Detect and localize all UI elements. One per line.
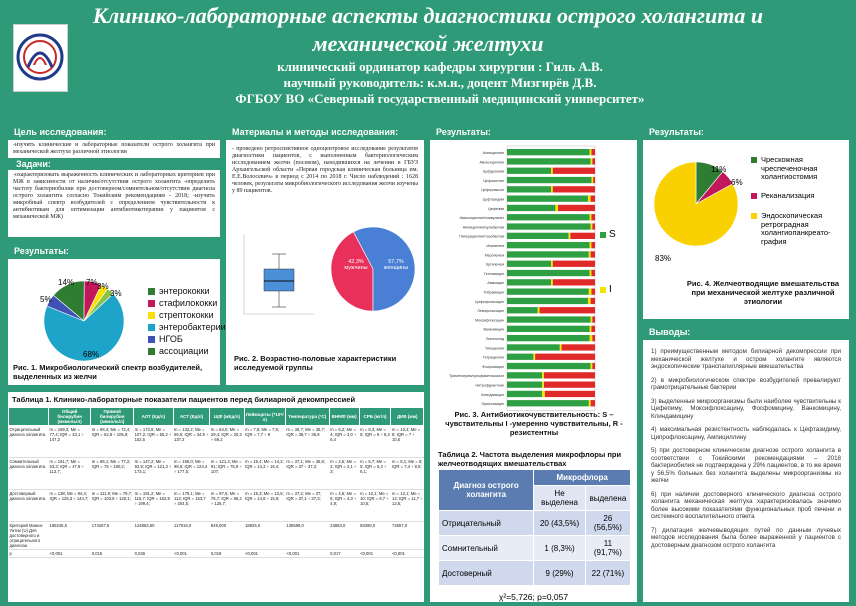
legend-s xyxy=(600,229,616,240)
t1-col-header: Прямой билирубин (мкмоль/л) xyxy=(91,408,134,426)
bar-label: Пиперациллин/тазобактам xyxy=(459,234,504,239)
bar-i xyxy=(591,158,593,164)
title-line-1: Клинико-лабораторные аспекты диагностики острого холангита и xyxy=(92,3,764,28)
bar-s xyxy=(507,372,542,378)
bar-s xyxy=(507,242,590,248)
t1-cell: m = 10,4; Me = 8; IQR = 7 ÷ 10,5 xyxy=(391,426,424,458)
tasks-heading: Задачи: xyxy=(8,158,220,170)
title-line-2: механической желтухи xyxy=(312,31,544,56)
chi-square: χ²=5,726; p=0,057 xyxy=(498,592,569,602)
bar-r xyxy=(591,270,595,276)
t1-cell: m = 189,3; Me = 77,4; IQR = 43,1 ÷ 147,2 xyxy=(49,426,91,458)
bar-s xyxy=(507,279,551,285)
bar-s xyxy=(507,149,590,155)
bar-i xyxy=(590,326,592,332)
legend-item xyxy=(148,285,226,297)
t1-col-header: Температура (°С) xyxy=(285,408,329,426)
conclusion-item: 1) преимущественным методом билиарной декомпрессии при механической желтухе и остром холангите являются эндоскопические транспапиллярные вмешательства xyxy=(651,348,841,370)
bar-r xyxy=(592,316,595,322)
table-row xyxy=(439,511,631,536)
fig4-caption: Рис. 4. Желчеотводящие вмешательства при механической желтухе различной этиологии xyxy=(686,279,840,306)
bar-i xyxy=(588,196,591,202)
bar-s xyxy=(507,289,589,295)
t2-cell-b: 26 (56,5%) xyxy=(585,511,630,536)
t1-cell: <0,001 xyxy=(285,550,329,558)
fig1-caption: Рис. 1. Микробиологический спектр возбудителей, выделенных из желчи xyxy=(13,363,203,381)
legend-item xyxy=(148,321,226,333)
conclusion-item: 2) в микробиологическом спектре возбудителей превалируют грамотрицательные бактерии xyxy=(651,376,841,391)
bar-label: Левофлоксацин xyxy=(477,309,504,314)
table2-caption: Таблица 2. Частота выделения микрофлоры при желчеотводящих вмешательствах xyxy=(438,450,622,468)
bar-label: Моксифлоксацин xyxy=(475,318,504,323)
bar-s xyxy=(507,326,590,332)
bar-r xyxy=(591,326,595,332)
legend-item xyxy=(148,345,226,357)
bar-r xyxy=(553,186,595,192)
t2-cell-name: Отрицательный xyxy=(439,511,534,536)
legend-s-label: S xyxy=(609,229,616,240)
table-row xyxy=(9,426,424,458)
bar-label: Амоксициллин xyxy=(479,160,504,165)
bar-s xyxy=(507,270,590,276)
pie3-label-83: 83% xyxy=(655,254,672,263)
methods-text: - проведено ретроспективное одноцентровое исследование результатов диагностики пациентов, с выполненным бактериологическим исследованием желчи (посевом), находившихся на лечении в ГБУЗ Архангельской области «Первая городская клиническая больница им. Е.Е.Волосевич» в период с 2014 по 2018 г. Число наблюдений : 1628 человек, результаты микробиологического исследования желчи изучены у 89 пациентов. xyxy=(232,146,418,194)
bar-i xyxy=(533,354,535,360)
t1-cell: m = 147,2; Me = 92,9; IQR = 121,3 ÷ 173,1; xyxy=(134,458,173,490)
bar-s xyxy=(507,363,591,369)
table1-caption: Таблица 1. Клинико-лабораторные показатели пациентов перед билиарной декомпрессией xyxy=(12,395,356,404)
bar-i xyxy=(589,289,592,295)
advisor-line: научный руководитель: к.м.н., доцент Мизгирёв Д.В. xyxy=(283,75,597,90)
bar-s xyxy=(507,354,533,360)
legend-swatch xyxy=(751,193,757,199)
bar-s xyxy=(507,158,591,164)
institution-line: ФГБОУ ВО «Северный государственный медицинский университет» xyxy=(235,91,645,106)
bar-label: Тобрамицин xyxy=(483,290,504,295)
t1-cell: 0,017 xyxy=(329,550,359,558)
legend-swatch xyxy=(148,336,155,343)
bar-s xyxy=(507,261,551,267)
bar-i xyxy=(551,261,553,267)
bar-i xyxy=(560,344,562,350)
bar-i xyxy=(591,316,593,322)
bar-s xyxy=(507,307,538,313)
t2-cell-b: 22 (71%) xyxy=(585,561,630,586)
t1-row-name: Достоверный диагноз холангита xyxy=(9,490,49,522)
t1-cell: m = 15,4; Me = 14,2; IQR = 14,3 ÷ 16,4; xyxy=(244,458,285,490)
university-logo xyxy=(13,24,68,92)
bar-i xyxy=(590,242,592,248)
bar-label: Цефепим xyxy=(487,206,504,211)
bar-s xyxy=(507,391,542,397)
legend-item xyxy=(148,309,226,321)
table-row xyxy=(439,561,631,586)
t1-cell: 23893,0 xyxy=(329,522,359,550)
t1-cell: 18925,0 xyxy=(244,522,285,550)
t1-cell: m = 8,1; Me = 8; IQR = 7,4 ÷ 8,8; xyxy=(391,458,424,490)
t1-row-name: р xyxy=(9,550,49,558)
bar-r xyxy=(592,335,595,341)
t1-row-name: Отрицательный диагноз холангита xyxy=(9,426,49,458)
antibiotic-bar-chart xyxy=(432,144,635,414)
t1-row-name: Сомнительный диагноз холангита xyxy=(9,458,49,490)
legend-swatch xyxy=(751,213,757,219)
table-row xyxy=(9,490,424,522)
bar-i xyxy=(589,251,591,257)
pie3-label-6: 6% xyxy=(731,178,743,187)
legend-label: энтеробактерии xyxy=(159,322,226,332)
table-row xyxy=(9,550,424,558)
goal-panel xyxy=(8,124,220,237)
bar-i xyxy=(590,214,592,220)
author-line: клинический ординатор кафедры хирургии : Гиль А.В. xyxy=(277,59,603,74)
pie1-label-3b: 3% xyxy=(110,289,122,298)
conclusion-item: 5) при достоверном клиническом диагнозе острого холангита в соответствии с Токийскими рекомендациями – 2018 бактериобилия не подтверждена у 29% пациентов, в то же время у 56,5% больных без холангита выделены микроорганизмы из желчи xyxy=(651,447,841,484)
t2-cell-a: 20 (43,5%) xyxy=(534,511,585,536)
bar-r xyxy=(558,205,595,211)
tasks-text: -охарактеризовать выраженность клинических и лабораторных критериев при МЖ в зависимости от наличия/отсутствия острого холангита -определить частоту бактериобилии при достоверном/сомнительном/отсутствии диагноза острого холангита согласно Токийским рекомендациям - 2018; -изучить микробный спектр возбудителей с определением чувствительности к антибиотикам для оптимизации антибиотикотерапии у пациентов с механической МЖ) xyxy=(13,172,215,220)
t1-col-header: СРБ (мг/л) xyxy=(359,408,391,426)
fig2-caption: Рис. 2. Возрастно-половые характеристики исследуемой группы xyxy=(234,354,397,372)
t1-col-header: АЛТ (Ед/л) xyxy=(134,408,173,426)
t1-cell: m = 98,4; Me = 72,4; IQR = 62,8 ÷ 105,9; xyxy=(91,426,134,458)
bar-r xyxy=(592,223,595,229)
t1-cell: m = 121,4; Me = 91; IQR = 75,9 ÷ 107; xyxy=(210,458,244,490)
bar-i xyxy=(551,168,553,174)
bar-label: Ванкомицин xyxy=(483,327,504,332)
goal-text: -изучить клинические и лабораторные показатели острого холангита при механической желтухе различной этиологии xyxy=(13,142,215,155)
goal-heading: Цель исследования: xyxy=(8,124,220,140)
t1-cell: m = 37,1; Me = 36,8; IQR = 37 ÷ 37,2; xyxy=(285,458,329,490)
t1-cell: m = 191,2; Me = 115,7; IQR = 162,9 ÷ 199,4; xyxy=(134,490,173,522)
age-boxplot xyxy=(234,229,319,324)
t1-col-header: ДИВ (мм) xyxy=(391,408,424,426)
bar-s xyxy=(507,382,542,388)
bar-label: Амоксициллин/клавуланат xyxy=(459,216,504,221)
bar-i xyxy=(569,233,571,239)
legend-i-swatch xyxy=(600,287,606,293)
legend-item xyxy=(148,297,226,309)
legend-label: стрептококки xyxy=(159,310,214,320)
t2-cell-b: 11 (91,7%) xyxy=(585,536,630,561)
t1-cell: 849,000 xyxy=(210,522,244,550)
t1-cell: 174267,5 xyxy=(91,522,134,550)
t1-cell: <0,001 xyxy=(49,550,91,558)
bar-r xyxy=(592,363,595,369)
bar-label: Триметоприм/сульфаметоксазол xyxy=(449,374,504,379)
t1-cell: <0,001 xyxy=(173,550,210,558)
bar-s xyxy=(507,316,591,322)
legend-label: Эндоскопическая ретроградная холангиопанкреато-графия xyxy=(761,211,831,246)
bar-s xyxy=(507,177,591,183)
bar-i xyxy=(542,382,544,388)
pie1-label-7: 7% xyxy=(86,278,98,287)
pie3-label-11: 11% xyxy=(711,165,727,174)
table1-panel xyxy=(8,392,424,602)
bar-i xyxy=(590,270,592,276)
conclusions-panel xyxy=(643,324,849,602)
t2-cell-name: Сомнительный xyxy=(439,536,534,561)
table-row xyxy=(9,458,424,490)
bar-label: Ципрофлоксацин xyxy=(474,299,504,304)
bar-r xyxy=(562,344,595,350)
conclusions-heading: Выводы: xyxy=(643,324,849,340)
legend-item xyxy=(751,156,846,182)
intervention-pie-chart xyxy=(651,159,741,249)
bar-r xyxy=(540,307,595,313)
bar-i xyxy=(555,205,558,211)
lab-table xyxy=(8,407,424,558)
t1-col-header: Лейкоциты (*10⁹/л) xyxy=(244,408,285,426)
bar-label: Гентамицин xyxy=(484,271,504,276)
microflora-table xyxy=(438,469,631,586)
bar-s xyxy=(507,251,589,257)
legend-swatch xyxy=(148,324,155,331)
bar-i xyxy=(538,307,540,313)
legend-label: Чрескожная чреспеченочная холангиостомия xyxy=(761,155,818,181)
bar-i xyxy=(589,400,591,406)
legend-swatch xyxy=(148,348,155,355)
t1-cell: m = 97,5; Me = 76,7; IQR = 66,2 ÷ 126,7; xyxy=(210,490,244,522)
legend-swatch xyxy=(148,288,155,295)
bar-r xyxy=(544,382,595,388)
t1-cell: 0,015 xyxy=(91,550,134,558)
bar-r xyxy=(591,298,595,304)
sex-pie-label-female: 57,7% женщины xyxy=(383,259,409,271)
t1-cell: 117918,0 xyxy=(173,522,210,550)
results-mid-panel xyxy=(430,124,637,602)
t1-col-header: АСТ (Ед/л) xyxy=(173,408,210,426)
t1-cell: m = 8,3; Me = 8; IQR = 6 ÷ 8,3 xyxy=(359,426,391,458)
legend-swatch xyxy=(148,300,155,307)
t2-sub-yes: выделена xyxy=(585,486,630,511)
conclusion-item: 6) при наличии достоверного клинического диагноза острого холангита механическая желтуха характеризовалась значимо более высокими показателями функциональных проб печени и системного воспалительного ответа xyxy=(651,490,841,520)
t1-row-name: Критерий Манна-Уитни (U) Для достоверного и отрицательного диагноза xyxy=(9,522,49,550)
bar-label: Цефуроксим xyxy=(482,169,504,174)
bar-s xyxy=(507,298,588,304)
conclusion-item: 3) выделенные микроорганизмы были наиболее чувствительны к Цефепиму, Моксифлоксацину, Фосфомицину, Ванкомицину, Клиндамицину xyxy=(651,397,841,420)
legend-label: Реканализация xyxy=(761,190,815,200)
legend-label: энтерококки xyxy=(159,286,210,296)
t2-sub-not: Не выделена xyxy=(534,486,585,511)
bar-i xyxy=(542,372,544,378)
table-row xyxy=(9,522,424,550)
bar-s xyxy=(507,223,591,229)
bar-s xyxy=(507,186,551,192)
t1-cell: 0,026 xyxy=(134,550,173,558)
bar-i xyxy=(591,177,593,183)
t1-cell: m = 64,0; Me = 29,4; IQR = 20,3 ÷ 69,2 xyxy=(210,426,244,458)
bar-r xyxy=(545,391,595,397)
t2-col-diagnosis: Диагноз острого холангита xyxy=(439,470,534,511)
bar-s xyxy=(507,168,551,174)
t1-cell: m = 159,0; Me = 98,5; IQR = 123,4 ÷ 177,5; xyxy=(173,458,210,490)
t1-col-header xyxy=(9,408,49,426)
legend-item xyxy=(751,192,846,201)
legend-label: стафилококки xyxy=(159,298,218,308)
bar-s xyxy=(507,205,555,211)
bar-label: Клиндамицин xyxy=(481,392,504,397)
legend-label: ассоциации xyxy=(159,346,209,356)
t1-cell: m = 12,1; Me = 12; IQR = 11,7 ÷ 12,5; xyxy=(391,490,424,522)
bar-s xyxy=(507,335,590,341)
t2-cell-a: 1 (8,3%) xyxy=(534,536,585,561)
bar-r xyxy=(544,372,595,378)
t1-cell: m = 6,2; Me = 4; IQR = 3,0 ÷ 6,4 xyxy=(329,426,359,458)
bar-label: Линезолид xyxy=(486,337,504,341)
t1-cell: 124863,50 xyxy=(134,522,173,550)
t1-col-header: Общий билирубин (мкмоль/л) xyxy=(49,408,91,426)
bar-label: Нитрофурантоин xyxy=(475,383,504,388)
t1-cell: m = 86,1; Me = 77,2; IQR = 75 ÷ 180,2; xyxy=(91,458,134,490)
bar-label: Фосфомицин xyxy=(481,364,504,369)
t1-cell: m = 179,1; Me = 113; IQR = 153,7 ÷ 204,5; xyxy=(173,490,210,522)
t1-cell: m = 5,7; Me = 5; IQR = 5,3 ÷ 6,1; xyxy=(359,458,391,490)
results-right-panel xyxy=(643,124,849,319)
bar-r xyxy=(591,214,595,220)
bar-r xyxy=(591,149,595,155)
t1-cell: <0,001 xyxy=(244,550,285,558)
t1-cell: 83390,0 xyxy=(359,522,391,550)
conclusions-list xyxy=(643,340,849,549)
bar-i xyxy=(591,223,593,229)
bar-r xyxy=(553,168,595,174)
bar-r xyxy=(570,233,595,239)
bar-i xyxy=(591,363,593,369)
methods-panel xyxy=(226,124,424,385)
bar-r xyxy=(592,158,595,164)
t1-cell: 72657,0 xyxy=(391,522,424,550)
bar-i xyxy=(590,149,592,155)
results-right-heading: Результаты: xyxy=(643,124,849,140)
bar-label: Эритромицин xyxy=(481,402,504,407)
bar-s xyxy=(507,344,560,350)
bar-s xyxy=(507,196,588,202)
legend-item xyxy=(148,333,226,345)
pie1-label-3a: 3% xyxy=(97,282,109,291)
t1-cell: m = 36,7; Me = 36,7; IQR = 36,7 ÷ 36,8 xyxy=(285,426,329,458)
legend-swatch xyxy=(148,312,155,319)
bar-label: Цефтазидим xyxy=(482,197,504,202)
pie1-label-68: 68% xyxy=(83,350,100,359)
chart-frame xyxy=(507,146,595,410)
bar-label: Ампициллин xyxy=(482,151,504,155)
t1-cell: m = 173,6; Me = 107,2; IQR = 55,2 ÷ 152,5 xyxy=(134,426,173,458)
logo-emblem-icon xyxy=(14,25,67,91)
t1-cell: m = 161,7; Me = 63,3; IQR = 47,8 ÷ 113,7; xyxy=(49,458,91,490)
bar-r xyxy=(553,279,595,285)
bar-r xyxy=(591,196,595,202)
bar-r xyxy=(591,251,595,257)
intervention-legend xyxy=(751,156,846,258)
bar-i xyxy=(551,279,553,285)
legend-s-swatch xyxy=(600,232,606,238)
t1-cell: <0,001 xyxy=(359,550,391,558)
sex-pie-label-male: 42,3% мужчины xyxy=(344,259,368,271)
t1-col-header: ВНМФ (мм) xyxy=(329,408,359,426)
table2-wrap xyxy=(438,469,631,586)
t1-cell: m = 37,2; Me = 37; IQR = 37,1 ÷ 37,3; xyxy=(285,490,329,522)
bar-r xyxy=(593,177,595,183)
bar-i xyxy=(588,298,591,304)
t1-cell: 189245,5 xyxy=(49,522,91,550)
t1-cell: m = 15,3; Me = 13,5; IQR = 14,8 ÷ 15,9; xyxy=(244,490,285,522)
methods-heading: Материалы и методы исследования: xyxy=(226,124,424,140)
bar-label: Тетрациклин xyxy=(482,355,504,360)
bar-i xyxy=(551,186,553,192)
bar-label: Цефокситин xyxy=(483,178,504,183)
t1-cell: <0,001 xyxy=(391,550,424,558)
results-left-panel xyxy=(8,243,226,385)
bar-r xyxy=(553,261,595,267)
results-mid-heading: Результаты: xyxy=(430,124,637,140)
conclusion-item: 7) дилатация желчевыводящих путей по данным лучевых методов исследования была более выраженной у пациентов с достоверным диагнозом острого холангита xyxy=(651,526,841,549)
bar-i xyxy=(590,335,593,341)
t1-cell: m = 7,8; Me = 7,9; IQR = 7,7 ÷ 8 xyxy=(244,426,285,458)
t2-col-microflora: Микрофлора xyxy=(534,470,631,486)
pie1-label-5: 5% xyxy=(40,295,52,304)
bar-r xyxy=(535,354,595,360)
bar-label: Имипенем xyxy=(486,244,504,248)
legend-label: НГОБ xyxy=(159,334,183,344)
bar-i xyxy=(542,391,545,397)
bar-r xyxy=(591,242,595,248)
t1-cell: m = 132,2; Me = 66,5; IQR = 34,9 ÷ 137,2 xyxy=(173,426,210,458)
bar-s xyxy=(507,214,590,220)
legend-swatch xyxy=(751,157,757,163)
t1-cell: m = 111,9; Me = 79,7; IQR = 103,8 ÷ 120,1; xyxy=(91,490,134,522)
t1-cell: 136598,0 xyxy=(285,522,329,550)
microbe-legend xyxy=(148,285,226,357)
bar-label: Тигециклин xyxy=(484,346,504,351)
table-row xyxy=(439,536,631,561)
bar-label: Цефтриаксон xyxy=(481,188,504,193)
conclusion-item: 4) максимальная резистентность наблюдалась к Цефтазидиму, Ципрофлоксацину, Ампициллину xyxy=(651,426,841,441)
legend-i-label: I xyxy=(609,284,612,295)
t1-cell: m = 10,1; Me = 10; IQR = 9,7 ÷ 10,5; xyxy=(359,490,391,522)
pie1-label-14: 14% xyxy=(58,278,75,287)
t2-cell-name: Достоверный xyxy=(439,561,534,586)
t1-cell: 0,019 xyxy=(210,550,244,558)
bar-label: Меропенем xyxy=(484,253,504,258)
legend-item xyxy=(751,212,846,246)
t1-col-header: ЩФ (мЕд/л) xyxy=(210,408,244,426)
fig3-caption: Рис. 3. Антибиотикочувствительность: S – чувствительны I -умеренно чувствительны, R - резистентны xyxy=(445,410,623,437)
t2-cell-a: 9 (29%) xyxy=(534,561,585,586)
t1-cell: m = 138; Me = 94,4; IQR = 125,3 ÷ 144,7; xyxy=(49,490,91,522)
poster-title xyxy=(0,2,856,58)
bar-label: Ампициллин/сульбактам xyxy=(462,225,504,230)
t1-cell: m = 2,5; Me = 2; IQR = 2,1 ÷ 3; xyxy=(329,458,359,490)
bar-r xyxy=(591,400,595,406)
bar-label: Амикацин xyxy=(487,281,504,286)
legend-i xyxy=(600,284,612,295)
t1-cell: m = 4,6; Me = 5; IQR = 4,3 ÷ 4,9; xyxy=(329,490,359,522)
bar-r xyxy=(591,289,595,295)
results-left-heading: Результаты: xyxy=(8,243,220,259)
bar-s xyxy=(507,400,589,406)
bar-s xyxy=(507,233,569,239)
bar-label: Эртапенем xyxy=(485,262,504,267)
